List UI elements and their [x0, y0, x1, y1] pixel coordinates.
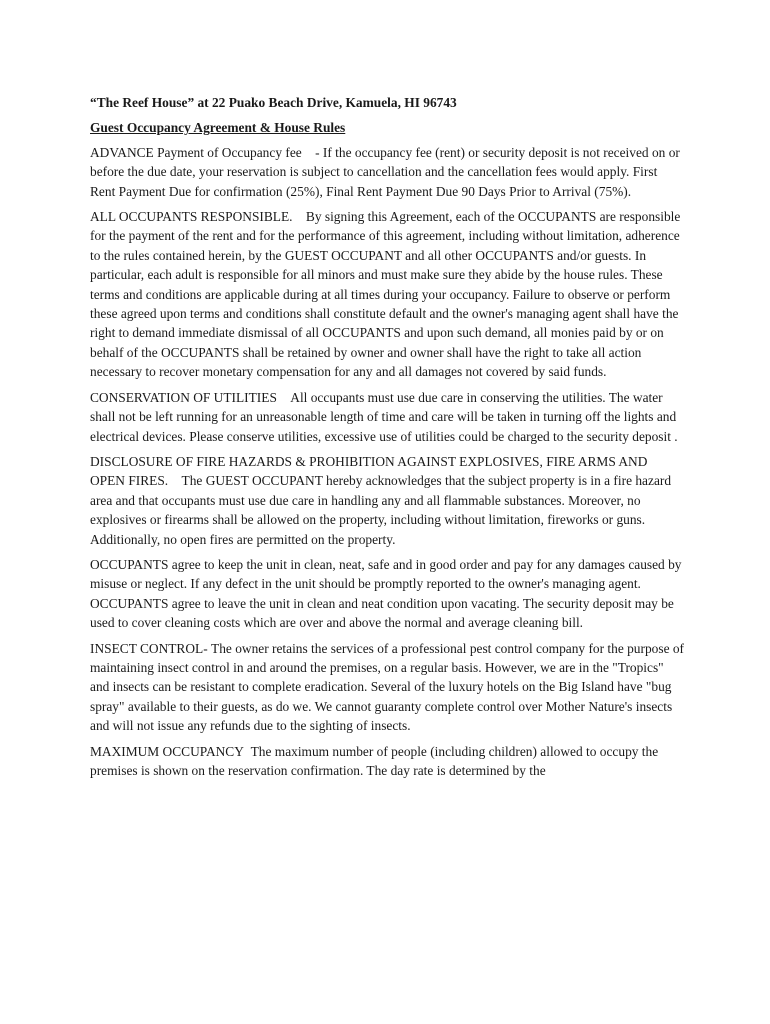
- paragraph-body: OCCUPANTS agree to keep the unit in clean, neat, safe and in good order and pay for any damages caused by misuse or neglect. If any defect in the unit should be promptly reported to the owner's managing agent. OCCUPANTS agree to leave the unit in clean and neat condition upon vacating. The security deposit may be used to cover cleaning costs which are over and above the normal and average cleaning bill.: [90, 556, 682, 631]
- paragraph-conservation-utilities: [90, 388, 685, 446]
- paragraph-heading: ADVANCE Payment of Occupancy fee: [90, 144, 302, 160]
- paragraph-body: All occupants must use due care in conserving the utilities. The water shall not be left running for an unreasonable length of time and care will be taken in turning off the lights and electrical devices. Please conserve utilities, excessive use of utilities could be charged to the security deposit .: [90, 389, 678, 444]
- paragraph-heading: INSECT CONTROL-: [90, 640, 208, 656]
- paragraph-heading: DISCLOSURE OF FIRE HAZARDS & PROHIBITION AGAINST EXPLOSIVES, FIRE ARMS AND OPEN FIRES.: [90, 453, 651, 489]
- paragraph-heading: MAXIMUM OCCUPANCY: [90, 743, 244, 759]
- paragraph-body: The GUEST OCCUPANT hereby acknowledges that the subject property is in a fire hazard area and that occupants must use due care in handling any and all flammable substances. Moreover, no explosives or firearms shall be allowed on the property, including without limitation, fireworks or guns. Additionally, no open fires are permitted on the property.: [90, 473, 672, 547]
- paragraph-body: The owner retains the services of a professional pest control company for the purpose of maintaining insect control in and around the premises, on a regular basis. However, we are in the "Tropics" and insects can be resistant to complete eradication. Several of the luxury hotels on the Big Island have "bug spray" available to their guests, as do we. We cannot guaranty complete control over Mother Nature's insects and will not issue any refunds due to the sighting of insects.: [90, 640, 685, 734]
- paragraph-insect-control: [90, 639, 685, 736]
- paragraph-body: By signing this Agreement, each of the OCCUPANTS are responsible for the payment of the rent and for the performance of this agreement, including without limitation, adherence to the rules contained herein, by the GUEST OCCUPANT and all other OCCUPANTS and/or guests. In particular, each adult is responsible for all minors and must make sure they abide by the house rules. These terms and conditions are applicable during at all times during your occupancy. Failure to observe or perform these agreed upon terms and conditions shall constitute default and the owner's managing agent shall have the right to demand immediate dismissal of all OCCUPANTS and upon such demand, all monies paid by or on behalf of the OCCUPANTS shall be retained by owner and owner shall have the right to take all action necessary to recover monetary compensation for any and all damages not covered by said funds.: [90, 209, 681, 380]
- paragraph-body: - If the occupancy fee (rent) or security deposit is not received on or before the due date, your reservation is subject to cancellation and the cancellation fees would apply. First Rent Payment Due for confirmation (25%), Final Rent Payment Due 90 Days Prior to Arrival (75%).: [90, 144, 680, 199]
- paragraph-body: The maximum number of people (including children) allowed to occupy the premises is shown on the reservation confirmation. The day rate is determined by the: [90, 743, 659, 778]
- paragraph-advance-payment: [90, 143, 685, 201]
- paragraph-heading: CONSERVATION OF UTILITIES: [90, 389, 277, 405]
- document-subtitle: Guest Occupancy Agreement & House Rules: [90, 120, 346, 136]
- document-title: “The Reef House” at 22 Puako Beach Drive, Kamuela, HI 96743: [90, 95, 457, 110]
- paragraph-occupants-agree: [90, 555, 685, 633]
- paragraph-fire-hazards: [90, 452, 685, 549]
- paragraph-all-occupants: [90, 207, 685, 382]
- document-page: [90, 93, 685, 786]
- paragraph-heading: ALL OCCUPANTS RESPONSIBLE.: [90, 209, 293, 225]
- paragraph-maximum-occupancy: [90, 742, 685, 781]
